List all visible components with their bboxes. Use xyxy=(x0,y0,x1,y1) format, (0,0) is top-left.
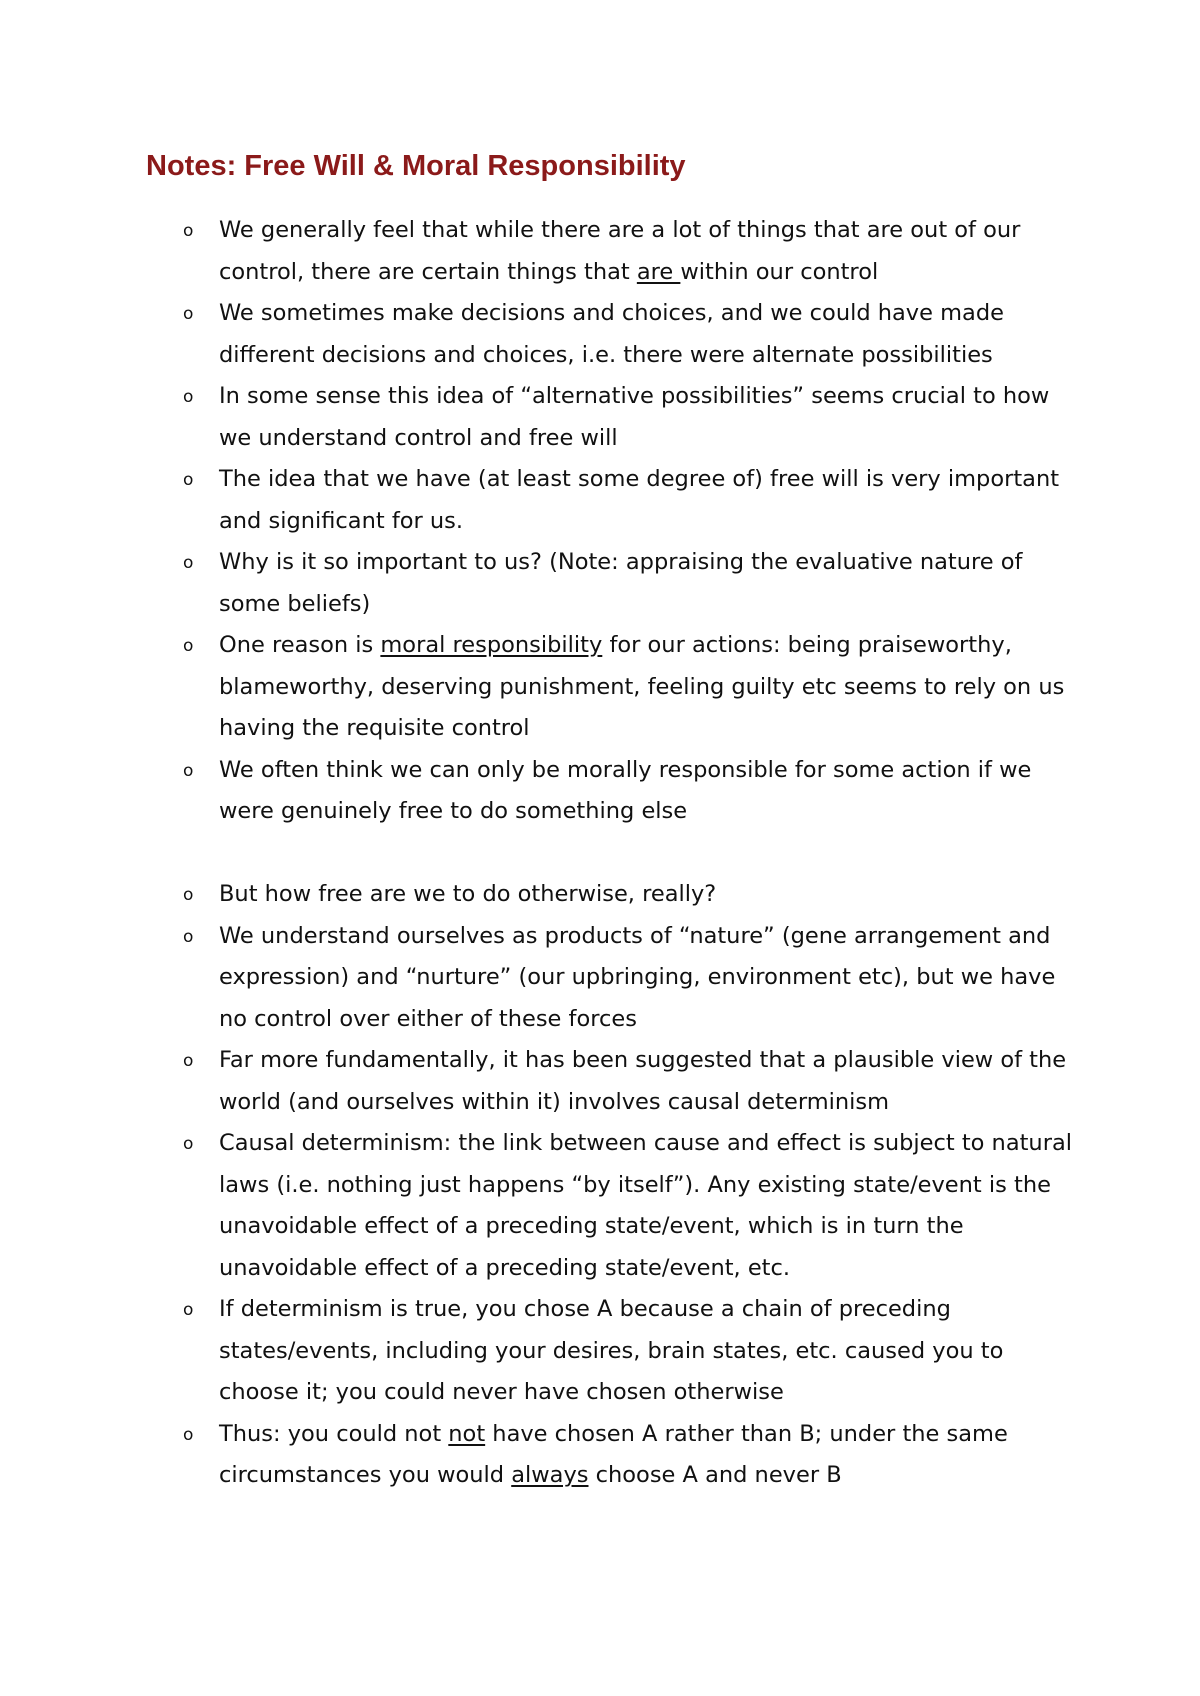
item-text: for our actions: being praiseworthy, blameworthy, deserving punishment, feeling guilty etc seems to rely on us having the requisite control xyxy=(219,632,1065,741)
item-text: In some sense this idea of “alternative possibilities” seems crucial to how we understand control and free will xyxy=(219,383,1050,451)
bullet-marker: o xyxy=(183,1134,194,1154)
list-item xyxy=(0,542,1079,625)
item-text: If determinism is true, you chose A because a chain of preceding states/events, including your desires, brain states, etc. caused you to choose it; you could never have chosen otherwise xyxy=(219,1296,1004,1405)
item-text: choose A and never B xyxy=(588,1462,842,1488)
item-text: Far more fundamentally, it has been suggested that a plausible view of the world (and ourselves within it) involves causal determinism xyxy=(219,1047,1067,1115)
item-text: We understand ourselves as products of “nature” (gene arrangement and expression) and “nurture” (our upbringing, environment etc), but we have no control over either of these forces xyxy=(219,922,1056,1032)
list-item xyxy=(0,376,1079,459)
underlined-text: are xyxy=(636,258,681,285)
item-text: within our control xyxy=(680,258,879,285)
bullet-marker: o xyxy=(183,221,194,241)
bullet-marker: o xyxy=(183,885,194,905)
bullet-marker: o xyxy=(183,470,194,490)
item-text: We often think we can only be morally responsible for some action if we were genuinely free to do something else xyxy=(219,756,1032,824)
notes-list xyxy=(0,210,1200,1497)
list-item xyxy=(0,210,1079,293)
bullet-marker: o xyxy=(183,760,194,781)
bullet-marker: o xyxy=(183,1424,194,1445)
item-text: Why is it so important to us? (Note: appraising the evaluative nature of some beliefs) xyxy=(219,549,1023,617)
item-text: But how free are we to do otherwise, really? xyxy=(219,881,717,907)
list-item xyxy=(0,1414,1079,1497)
bullet-marker: o xyxy=(183,304,194,324)
underlined-text: always xyxy=(511,1462,589,1488)
item-text: We generally feel that while there are a lot of things that are out of our control, there are certain things that xyxy=(219,217,1021,285)
bullet-marker: o xyxy=(183,553,194,573)
item-text: The idea that we have (at least some degree of) free will is very important and significant for us. xyxy=(219,466,1060,534)
item-text: have chosen A rather than B; under the same circumstances you would xyxy=(219,1420,1008,1488)
page-title: Notes: Free Will & Moral Responsibility xyxy=(146,150,686,182)
underlined-text: not xyxy=(448,1420,486,1447)
item-text: One reason is xyxy=(219,632,381,658)
bullet-marker: o xyxy=(183,1051,194,1071)
bullet-marker: o xyxy=(183,1300,194,1320)
list-item xyxy=(0,1289,1079,1414)
bullet-marker: o xyxy=(183,926,194,947)
list-item xyxy=(0,750,1079,833)
list-item xyxy=(0,293,1079,376)
list-item xyxy=(0,459,1079,542)
item-text: We sometimes make decisions and choices, and we could have made different decisions and choices, i.e. there were alternate possibilities xyxy=(219,300,1004,368)
bullet-marker: o xyxy=(183,636,194,656)
list-item xyxy=(0,1040,1079,1123)
list-item xyxy=(0,1123,1079,1289)
underlined-text: moral responsibility xyxy=(380,632,603,658)
item-text: Causal determinism: the link between cause and effect is subject to natural laws (i.e. nothing just happens “by itself”). Any existing state/event is the unavoidable effect of a preceding state/event, which is in turn the unavoidable effect of a preceding state/event, etc. xyxy=(219,1130,1072,1281)
list-item xyxy=(0,874,1079,916)
item-text: Thus: you could not xyxy=(219,1420,449,1447)
list-item xyxy=(0,625,1079,750)
bullet-marker: o xyxy=(183,387,194,407)
list-item xyxy=(0,916,1079,1041)
